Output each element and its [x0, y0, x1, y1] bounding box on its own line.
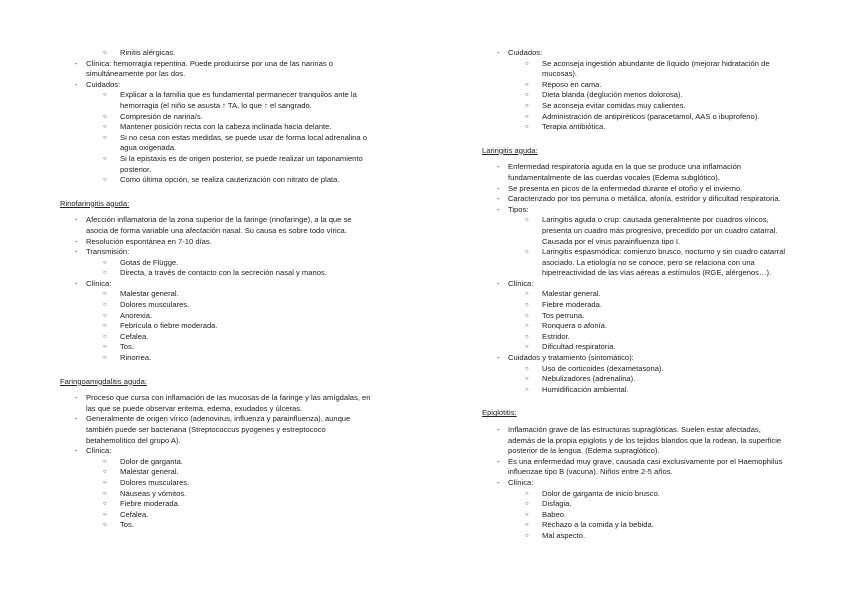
sub-list-item: [482, 90, 788, 101]
item-text: Malestar general.: [120, 289, 179, 299]
item-text: Dolores musculares.: [120, 300, 190, 310]
list-item: [60, 247, 372, 258]
circle-bullet-icon: ○: [103, 501, 107, 508]
list-item: [60, 237, 372, 248]
dash-bullet-icon: -: [75, 446, 78, 456]
item-text: Dolor de garganta.: [120, 456, 183, 466]
sub-list-item: [60, 353, 372, 364]
sub-list-item: [60, 154, 372, 175]
list-item: [60, 393, 372, 414]
item-text: Reposo en cama.: [542, 79, 602, 89]
list-item: [482, 194, 788, 205]
dash-bullet-icon: -: [497, 278, 500, 288]
item-text: Cefalea.: [120, 331, 149, 341]
sub-list-item: [482, 122, 788, 133]
item-text: Fiebre moderada.: [120, 499, 180, 509]
bullet-list: [60, 393, 372, 531]
dash-bullet-icon: -: [75, 215, 78, 225]
circle-bullet-icon: ○: [525, 249, 529, 256]
dash-bullet-icon: -: [75, 58, 78, 68]
item-text: Uso de corticoides (dexametasona).: [542, 363, 664, 373]
circle-bullet-icon: ○: [525, 501, 529, 508]
circle-bullet-icon: ○: [525, 312, 529, 319]
item-text: Malestar general.: [120, 467, 179, 477]
circle-bullet-icon: ○: [103, 511, 107, 518]
sub-list-item: [482, 300, 788, 311]
item-text: Dificultad respiratoria.: [542, 342, 616, 352]
circle-bullet-icon: ○: [103, 291, 107, 298]
sub-list-item: [482, 321, 788, 332]
sub-list-item: [60, 478, 372, 489]
bullet-list: [482, 162, 788, 395]
circle-bullet-icon: ○: [103, 490, 107, 497]
item-text: Mantener posición recta con la cabeza inclinada hacia delante.: [120, 122, 332, 132]
section-title: Faringoamigdalitis aguda:: [60, 376, 147, 386]
item-text: Laringitis espasmódica: comienzo brusco, nocturno y sin cuadro catarral asociado. La etiología no se conoce, pero se relaciona con una hiperreactividad de las vías aéreas a estímulos (RGE, alérgenos…).: [542, 247, 786, 278]
item-text: Caracterizado por tos perruna o metálica, afonía, estridor y dificultad respiratoria.: [508, 194, 781, 204]
left-column: [60, 48, 372, 531]
sub-list-item: [60, 510, 372, 521]
item-text: Clínica:: [508, 477, 534, 487]
circle-bullet-icon: ○: [525, 511, 529, 518]
dash-bullet-icon: -: [75, 79, 78, 89]
item-text: Náuseas y vómitos.: [120, 488, 187, 498]
circle-bullet-icon: ○: [525, 217, 529, 224]
list-item: [60, 446, 372, 457]
sub-list-item: [482, 531, 788, 542]
item-text: Dieta blanda (deglución menos dolorosa).: [542, 90, 683, 100]
sub-list-item: [60, 342, 372, 353]
circle-bullet-icon: ○: [103, 323, 107, 330]
circle-bullet-icon: ○: [525, 386, 529, 393]
item-text: Tipos:: [508, 204, 529, 214]
list-item: [482, 205, 788, 216]
item-text: Clínica:: [86, 278, 112, 288]
sub-list-item: [60, 311, 372, 322]
circle-bullet-icon: ○: [525, 532, 529, 539]
circle-bullet-icon: ○: [103, 259, 107, 266]
sub-list-item: [60, 520, 372, 531]
item-text: Si no cesa con estas medidas, se puede usar de forma local adrenalina o agua oxigenada.: [120, 132, 367, 153]
item-text: Gotas de Flügge.: [120, 257, 179, 267]
section-title: Laringitis aguda:: [482, 145, 538, 155]
item-text: Clínica: hemorragia repentina. Puede producirse por una de las narinas o simultáneamente por las dos.: [86, 58, 333, 79]
sub-list-item: [482, 59, 788, 80]
sub-list-item: [482, 101, 788, 112]
item-text: Es una enfermedad muy grave, causada casi exclusivamente por el Haemophilus influenzae tipo B (vacuna). Niños entre 2-5 años.: [508, 456, 783, 477]
circle-bullet-icon: ○: [103, 522, 107, 529]
sub-list-item: [60, 467, 372, 478]
item-text: Rinitis alérgicas.: [120, 48, 176, 57]
circle-bullet-icon: ○: [525, 365, 529, 372]
item-text: Mal aspecto.: [542, 530, 586, 540]
sub-list-item: [482, 489, 788, 500]
item-text: Ronquera o afonía.: [542, 321, 608, 331]
item-text: Administración de antipiréticos (paracetamol, AAS o ibuprofeno).: [542, 111, 760, 121]
bullet-list: [482, 48, 788, 133]
sub-list-item: [60, 321, 372, 332]
sub-list-item: [482, 520, 788, 531]
list-item: [60, 414, 372, 446]
sub-list-item: [482, 499, 788, 510]
sub-list-item: [60, 122, 372, 133]
item-text: Rinorrea.: [120, 353, 152, 363]
dash-bullet-icon: -: [497, 194, 500, 204]
item-text: Afección inflamatoria de la zona superior de la faringe (rinofaringe), a la que se asocia de forma variable una afectación nasal. Su causa es sobre todo vírica.: [86, 215, 352, 235]
right-column: [482, 48, 788, 542]
item-text: Inflamación grave de las estructuras supraglóticas. Suelen estar afectadas, además de la propia epiglotis y de los tejidos blandos que la rodean, la superficie posterior de la lengua. (Edema supraglótico).: [508, 425, 782, 456]
item-text: Terapia antibiótica.: [542, 122, 606, 132]
sub-list-item: [60, 268, 372, 279]
item-text: Anorexia.: [120, 310, 153, 320]
circle-bullet-icon: ○: [103, 177, 107, 184]
circle-bullet-icon: ○: [103, 134, 107, 141]
item-text: Proceso que cursa con inflamación de las mucosas de la faringe y las amígdalas, en las que se puede observar eritema, edema, exudados y úlceras.: [86, 393, 371, 413]
sub-list-item: [482, 342, 788, 353]
dash-bullet-icon: -: [75, 278, 78, 288]
dash-bullet-icon: -: [497, 162, 500, 172]
list-item: [60, 215, 372, 236]
list-item: [482, 353, 788, 364]
circle-bullet-icon: ○: [103, 479, 107, 486]
list-item: [482, 279, 788, 290]
item-text: Tos perruna.: [542, 310, 585, 320]
sub-list-item: [60, 90, 372, 111]
list-item: [482, 48, 788, 59]
sub-list-item: [60, 112, 372, 123]
bullet-list: [482, 425, 788, 542]
circle-bullet-icon: ○: [103, 355, 107, 362]
circle-bullet-icon: ○: [103, 50, 107, 56]
item-text: Tos.: [120, 520, 134, 530]
circle-bullet-icon: ○: [103, 92, 107, 99]
circle-bullet-icon: ○: [525, 323, 529, 330]
item-text: Enfermedad respiratoria aguda en la que se produce una inflamación fundamentalmente de las cuerdas vocales (Edema subglótico).: [508, 162, 742, 182]
circle-bullet-icon: ○: [103, 113, 107, 120]
list-item: [482, 478, 788, 489]
circle-bullet-icon: ○: [525, 124, 529, 131]
sub-list-item: [60, 499, 372, 510]
sub-list-item: [482, 112, 788, 123]
sub-list-item: [482, 289, 788, 300]
circle-bullet-icon: ○: [525, 102, 529, 109]
item-text: Directa, a través de contacto con la secreción nasal y manos.: [120, 268, 327, 278]
circle-bullet-icon: ○: [525, 490, 529, 497]
item-text: Babeo.: [542, 509, 567, 519]
item-text: Explicar a la familia que es fundamental permanecer tranquilos ante la hemorragia (el niño se asusta ↑ TA, lo que ↑ el sangrado.: [120, 90, 357, 110]
item-text: Generalmente de origen vírico (adenovirus, influenza y parainfluenza), aunque también puede ser bacteriana (Streptococcus pyogenes y estreptococo betahemolítico del grupo A).: [86, 414, 351, 445]
dash-bullet-icon: -: [497, 183, 500, 193]
sub-list-item: [482, 247, 788, 279]
dash-bullet-icon: -: [75, 393, 78, 403]
item-text: Rechazo a la comida y la bebida.: [542, 520, 654, 530]
sub-list-item: [482, 332, 788, 343]
sub-list-item: [482, 510, 788, 521]
dash-bullet-icon: -: [497, 425, 500, 434]
item-text: Disfagia.: [542, 499, 572, 509]
item-text: Estridor.: [542, 331, 570, 341]
sub-list-item: [482, 364, 788, 375]
list-item: [482, 425, 788, 457]
dash-bullet-icon: -: [497, 353, 500, 363]
item-text: Resolución espontánea en 7-10 días.: [86, 236, 212, 246]
circle-bullet-icon: ○: [103, 124, 107, 131]
circle-bullet-icon: ○: [103, 458, 107, 465]
sub-list-item: [60, 457, 372, 468]
circle-bullet-icon: ○: [103, 270, 107, 277]
item-text: Malestar general.: [542, 289, 601, 299]
dash-bullet-icon: -: [497, 456, 500, 466]
circle-bullet-icon: ○: [525, 333, 529, 340]
circle-bullet-icon: ○: [525, 522, 529, 529]
circle-bullet-icon: ○: [525, 376, 529, 383]
list-item: [60, 279, 372, 290]
sub-list-item: [60, 489, 372, 500]
sub-list-item: [60, 332, 372, 343]
list-item: [482, 457, 788, 478]
item-text: Si la epistaxis es de origen posterior, se puede realizar un taponamiento posterior.: [120, 153, 363, 174]
list-item: [60, 80, 372, 91]
circle-bullet-icon: ○: [525, 81, 529, 88]
item-text: Se aconseja evitar comidas muy calientes.: [542, 100, 686, 110]
item-text: Cuidados:: [86, 79, 121, 89]
circle-bullet-icon: ○: [525, 60, 529, 67]
item-text: Cuidados:: [508, 48, 543, 57]
dash-bullet-icon: -: [75, 247, 78, 257]
dash-bullet-icon: -: [497, 477, 500, 487]
item-text: Cuidados y tratamiento (sintomático):: [508, 353, 634, 363]
item-text: Transmisión:: [86, 247, 130, 257]
dash-bullet-icon: -: [497, 204, 500, 214]
sub-list-item: [60, 133, 372, 154]
list-item: [60, 59, 372, 80]
item-text: Clínica:: [508, 278, 534, 288]
circle-bullet-icon: ○: [525, 291, 529, 298]
item-text: Dolor de garganta de inicio brusco.: [542, 488, 660, 498]
item-text: Cefalea.: [120, 509, 149, 519]
sub-list-item: [60, 258, 372, 269]
list-item: [482, 162, 788, 183]
circle-bullet-icon: ○: [103, 155, 107, 162]
sub-list-item: [482, 385, 788, 396]
bullet-list: [60, 215, 372, 363]
sub-list-item: [60, 300, 372, 311]
sub-list-item: [60, 48, 372, 59]
circle-bullet-icon: ○: [525, 344, 529, 351]
dash-bullet-icon: -: [497, 48, 500, 57]
item-text: Nebulizadores (adrenalina).: [542, 374, 636, 384]
item-text: Se presenta en picos de la enfermedad durante el otoño y el invierno.: [508, 183, 743, 193]
item-text: Como última opción, se realiza cauterización con nitrato de plata.: [120, 175, 340, 185]
item-text: Fiebre moderada.: [542, 300, 602, 310]
sub-list-item: [60, 289, 372, 300]
sub-list-item: [482, 215, 788, 247]
circle-bullet-icon: ○: [525, 92, 529, 99]
dash-bullet-icon: -: [75, 236, 78, 246]
section-title: Epiglotitis:: [482, 408, 517, 418]
item-text: Humidificación ambiental.: [542, 384, 629, 394]
item-text: Febrícula o fiebre moderada.: [120, 321, 218, 331]
circle-bullet-icon: ○: [525, 302, 529, 309]
circle-bullet-icon: ○: [103, 333, 107, 340]
bullet-list: [60, 48, 372, 186]
sub-list-item: [482, 311, 788, 322]
item-text: Laringitis aguda o crup: causada generalmente por cuadros víricos, presenta un cuadro más progresivo, precedido por un cuadro catarral. Causada por el virus parainfluenza tipo I.: [542, 215, 778, 246]
sub-list-item: [60, 175, 372, 186]
item-text: Compresión de narina/s.: [120, 111, 203, 121]
list-item: [482, 184, 788, 195]
item-text: Tos.: [120, 342, 134, 352]
circle-bullet-icon: ○: [103, 302, 107, 309]
item-text: Clínica:: [86, 446, 112, 456]
item-text: Dolores musculares.: [120, 477, 190, 487]
sub-list-item: [482, 374, 788, 385]
item-text: Se aconseja ingestión abundante de líquido (mejorar hidratación de mucosas).: [542, 58, 770, 79]
circle-bullet-icon: ○: [525, 113, 529, 120]
circle-bullet-icon: ○: [103, 469, 107, 476]
circle-bullet-icon: ○: [103, 344, 107, 351]
dash-bullet-icon: -: [75, 414, 78, 424]
circle-bullet-icon: ○: [103, 312, 107, 319]
sub-list-item: [482, 80, 788, 91]
section-title: Rinofaringitis aguda:: [60, 198, 130, 208]
